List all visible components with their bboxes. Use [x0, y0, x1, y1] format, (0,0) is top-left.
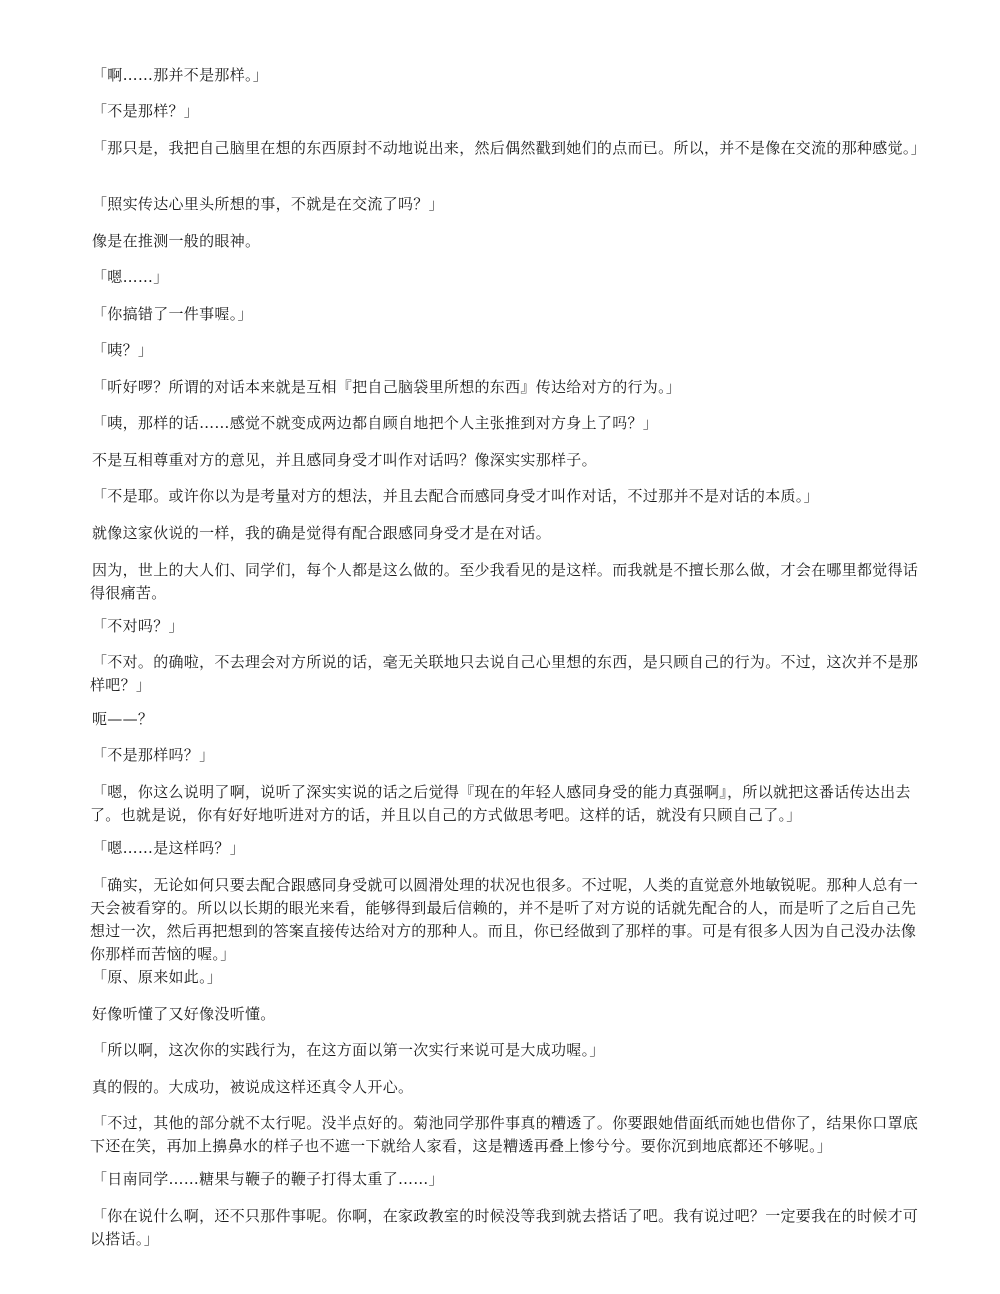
paragraph: 「不过，其他的部分就不太行呢。没半点好的。菊池同学那件事真的糟透了。你要跟她借面纸而她也借你了，结果你口罩底下还在笑，再加上擤鼻水的样子也不遮一下就给人家看，这是糟透再叠上惨兮兮。要你沉到地底都还不够呢。」: [90, 1114, 919, 1155]
paragraph: 「所以啊，这次你的实践行为，在这方面以第一次实行来说可是大成功喔。」: [92, 1041, 605, 1059]
paragraph: 呃——？: [92, 710, 154, 728]
paragraph: 「那只是，我把自己脑里在想的东西原封不动地说出来，然后偶然戳到她们的点而已。所以，并不是像在交流的那种感觉。」: [92, 139, 927, 157]
paragraph: 「嗯，你这么说明了啊，说听了深实实说的话之后觉得『现在的年轻人感同身受的能力真强啊』，所以就把这番话传达出去了。也就是说，你有好好地听进对方的话，并且以自己的方式做思考吧。这样的话，就没有只顾自己了。」: [90, 783, 911, 824]
paragraph: 「日南同学……糖果与鞭子的鞭子打得太重了……」: [92, 1170, 444, 1188]
paragraph: 就像这家伙说的一样，我的确是觉得有配合跟感同身受才是在对话。: [92, 524, 552, 542]
paragraph: 「不对吗？」: [92, 617, 184, 635]
paragraph: 「咦，那样的话……感觉不就变成两边都自顾自地把个人主张推到对方身上了吗？」: [92, 414, 659, 432]
paragraph: 「不是耶。或许你以为是考量对方的想法，并且去配合而感同身受才叫作对话，不过那并不是对话的本质。」: [92, 487, 819, 505]
paragraph: 「确实，无论如何只要去配合跟感同身受就可以圆滑处理的状况也很多。不过呢，人类的直觉意外地敏锐呢。那种人总有一天会被看穿的。所以以长期的眼光来看，能够得到最后信赖的，并不是听了对方说的话就先配合的人，而是听了之后自己先想过一次，然后再把想到的答案直接传达给对方的那种人。而且，你已经做到了那样的事。可是有很多人因为自己没办法像你那样而苦恼的喔。」: [90, 876, 919, 963]
paragraph: 「嗯……」: [92, 268, 169, 286]
paragraph: 「你在说什么啊，还不只那件事呢。你啊，在家政教室的时候没等我到就去搭话了吧。我有说过吧？一定要我在的时候才可以搭话。」: [90, 1207, 919, 1248]
paragraph: 「原、原来如此。」: [92, 968, 223, 986]
paragraph: 「照实传达心里头所想的事，不就是在交流了吗？」: [92, 195, 444, 213]
paragraph: 「不是那样吗？」: [92, 746, 215, 764]
paragraph: 「啊……那并不是那样。」: [92, 66, 269, 84]
paragraph: 不是互相尊重对方的意见，并且感同身受才叫作对话吗？像深实实那样子。: [92, 451, 597, 469]
paragraph: 像是在推测一般的眼神。: [92, 232, 261, 250]
paragraph: 真的假的。大成功，被说成这样还真令人开心。: [92, 1078, 414, 1096]
paragraph: 「不是那样？」: [92, 102, 200, 120]
paragraph: 「你搞错了一件事喔。」: [92, 305, 253, 323]
paragraph: 因为，世上的大人们、同学们，每个人都是这么做的。至少我看见的是这样。而我就是不擅长那么做，才会在哪里都觉得话得很痛苦。: [90, 561, 919, 602]
paragraph: 「不对。的确啦，不去理会对方所说的话，毫无关联地只去说自己心里想的东西，是只顾自己的行为。不过，这次并不是那样吧？」: [90, 653, 919, 694]
paragraph: 「咦？」: [92, 341, 154, 359]
paragraph: 「听好啰？所谓的对话本来就是互相『把自己脑袋里所想的东西』传达给对方的行为。」: [92, 378, 682, 396]
paragraph: 「嗯……是这样吗？」: [92, 839, 246, 857]
paragraph: 好像听懂了又好像没听懂。: [92, 1005, 276, 1023]
